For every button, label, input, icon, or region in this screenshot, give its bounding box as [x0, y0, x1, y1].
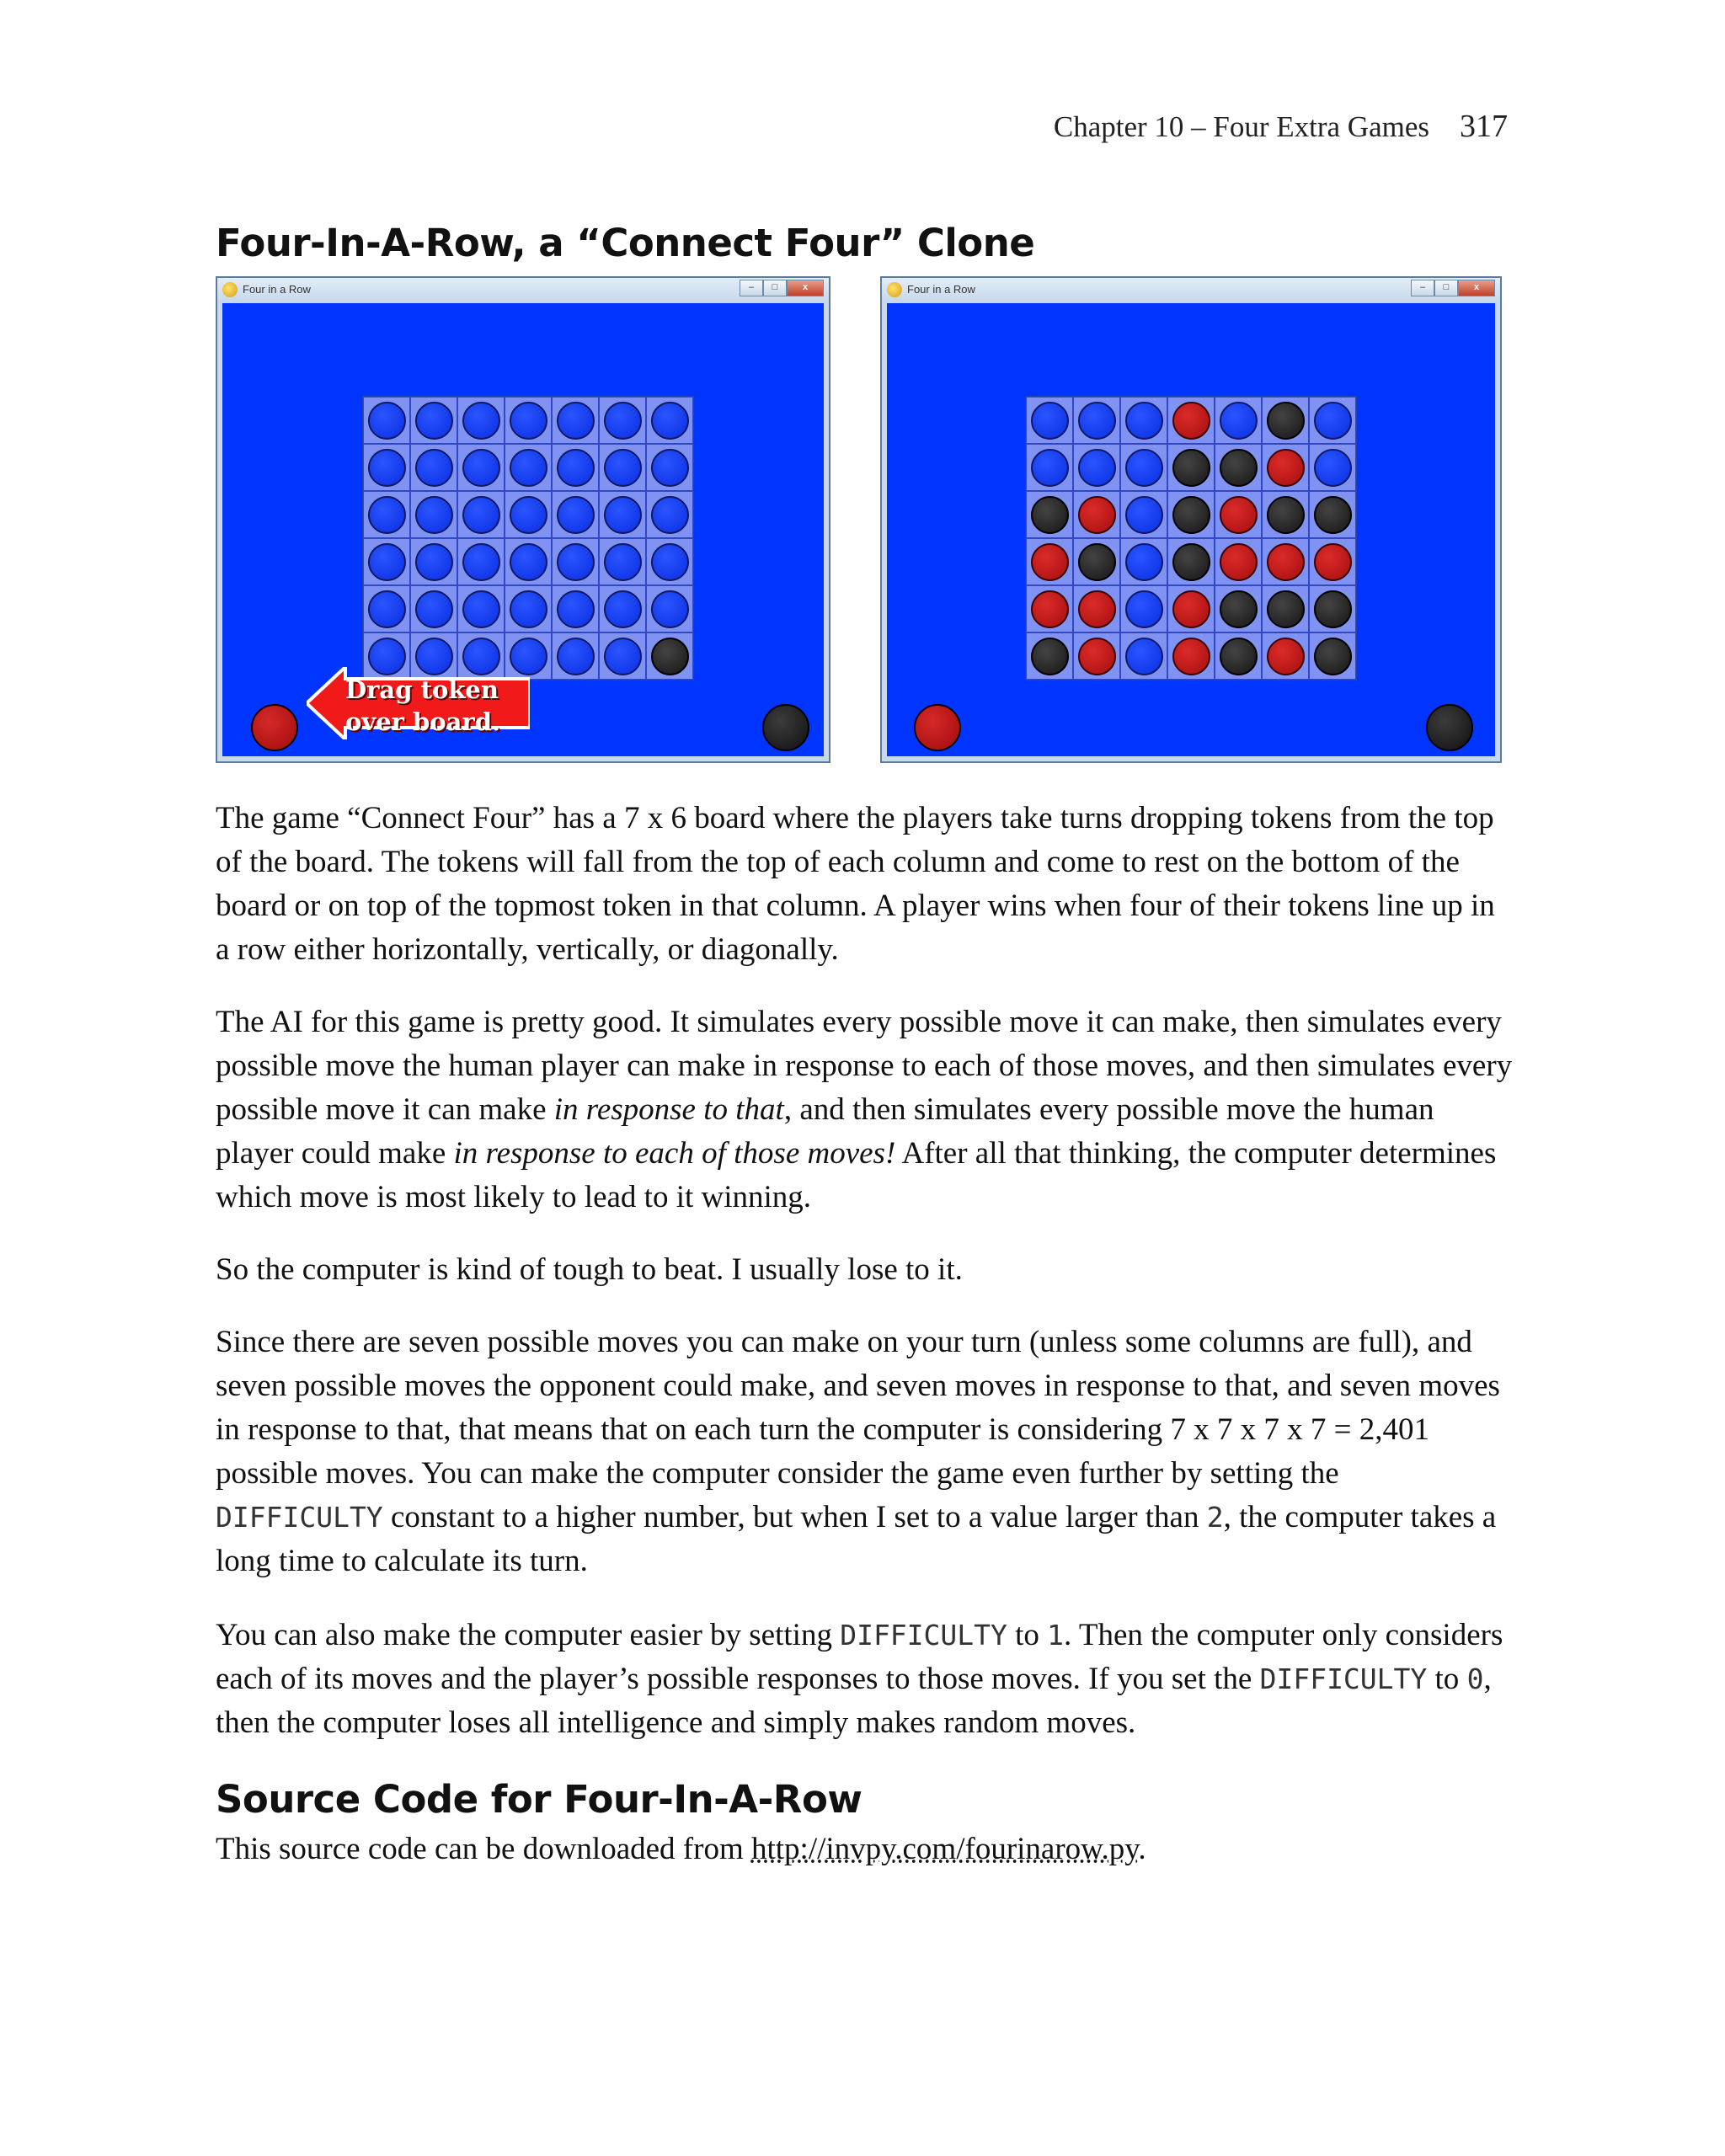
red-token	[1267, 638, 1305, 675]
board-cell	[363, 397, 410, 444]
empty-slot	[510, 449, 547, 487]
black-token	[1267, 496, 1305, 534]
board-cell	[599, 585, 646, 632]
empty-slot	[415, 449, 453, 487]
board-cell	[1309, 444, 1356, 491]
game-canvas	[222, 303, 824, 756]
board-cell	[1215, 538, 1262, 585]
text-span: The AI for this game is pretty good. It simulates every possible move it can make, then simulates every possible move the human player can make in response to each of those moves, and then simulates every possible move it can make	[216, 1005, 1513, 1127]
code-constant: DIFFICULTY	[840, 1619, 1007, 1652]
code-constant: DIFFICULTY	[1259, 1662, 1428, 1695]
page-header	[1054, 108, 1508, 145]
window-controls	[1411, 280, 1495, 296]
empty-slot	[415, 496, 453, 534]
black-token	[1220, 449, 1258, 487]
board-cell	[457, 444, 505, 491]
board-cell	[1309, 397, 1356, 444]
empty-slot	[557, 496, 595, 534]
empty-slot	[1125, 638, 1163, 675]
board-cell	[1026, 444, 1073, 491]
empty-slot	[415, 402, 453, 440]
minimize-button[interactable]: –	[1411, 280, 1434, 296]
board-cell	[552, 491, 599, 538]
black-token	[1267, 590, 1305, 628]
game-window-midgame	[880, 276, 1502, 763]
text-span: , and then simulates every possible move the human player could make	[216, 1092, 1434, 1171]
board-cell	[1215, 397, 1262, 444]
board-cell	[1073, 585, 1120, 632]
red-token	[1078, 638, 1116, 675]
board-cell	[363, 538, 410, 585]
empty-slot	[604, 638, 642, 675]
empty-slot	[557, 449, 595, 487]
board-cell	[646, 397, 693, 444]
board-cell	[1167, 397, 1215, 444]
code-value: 1	[1047, 1619, 1065, 1652]
board-cell	[1120, 397, 1167, 444]
empty-slot	[1078, 449, 1116, 487]
board-cell	[1309, 632, 1356, 680]
board-cell	[646, 444, 693, 491]
board-cell	[646, 632, 693, 680]
red-token	[1172, 590, 1210, 628]
text-span: You can also make the computer easier by setting	[216, 1618, 841, 1652]
board-cell	[1026, 538, 1073, 585]
text-span: .	[1138, 1832, 1146, 1866]
window-titlebar	[217, 278, 829, 303]
code-value: 0	[1466, 1662, 1484, 1695]
empty-slot	[1125, 543, 1163, 581]
empty-slot	[368, 496, 406, 534]
board-cell	[410, 397, 457, 444]
board-cell	[410, 444, 457, 491]
board-cell	[1120, 538, 1167, 585]
drag-hint-line2: over board.	[345, 707, 501, 736]
empty-slot	[1125, 402, 1163, 440]
empty-slot	[651, 449, 689, 487]
red-token	[1172, 638, 1210, 675]
paragraph-ai	[216, 1001, 1513, 1219]
pygame-snake-icon	[887, 282, 902, 297]
paragraph-intro: The game “Connect Four” has a 7 x 6 board where the players take turns dropping tokens from the top of the board. The tokens will fall from the top of each column and come to rest on the bottom of the board or on top of the topmost token in that column. A player wins when four of their tokens line up in a row either horizontally, vertically, or diagonally.	[216, 801, 1495, 967]
maximize-button[interactable]: □	[1434, 280, 1458, 296]
board-cell	[1120, 632, 1167, 680]
red-player-token[interactable]	[251, 704, 298, 751]
board-cell	[1309, 585, 1356, 632]
board-cell	[1215, 491, 1262, 538]
board-cell	[457, 585, 505, 632]
black-computer-token	[762, 704, 809, 751]
empty-slot	[604, 496, 642, 534]
board-cell	[1215, 632, 1262, 680]
red-token	[1172, 402, 1210, 440]
chapter-title: Chapter 10 – Four Extra Games	[1053, 110, 1429, 143]
window-title: Four in a Row	[907, 283, 975, 296]
board-cell	[1026, 491, 1073, 538]
empty-slot	[557, 590, 595, 628]
game-window-start	[216, 276, 830, 763]
board-cell	[1215, 444, 1262, 491]
maximize-button[interactable]: □	[763, 280, 787, 296]
empty-slot	[1220, 402, 1258, 440]
board-cell	[599, 444, 646, 491]
board-cell	[363, 585, 410, 632]
window-titlebar	[882, 278, 1500, 303]
board-cell	[1262, 397, 1309, 444]
empty-slot	[368, 402, 406, 440]
black-token	[1031, 496, 1069, 534]
red-player-token[interactable]	[914, 704, 961, 751]
empty-slot	[415, 543, 453, 581]
black-token	[1031, 638, 1069, 675]
text-span: constant to a higher number, but when I set to a value larger than	[382, 1500, 1207, 1534]
red-token	[1220, 496, 1258, 534]
close-button[interactable]: x	[787, 280, 824, 296]
board-cell	[1262, 538, 1309, 585]
black-token	[1172, 543, 1210, 581]
black-token	[1220, 638, 1258, 675]
code-value: 2	[1206, 1501, 1224, 1534]
empty-slot	[651, 590, 689, 628]
board-cell	[1262, 444, 1309, 491]
source-section-title: Source Code for Four-In-A-Row	[216, 1777, 862, 1822]
window-controls	[740, 280, 824, 296]
board-cell	[599, 397, 646, 444]
red-token	[1078, 496, 1116, 534]
board-cell	[1073, 632, 1120, 680]
empty-slot	[1125, 590, 1163, 628]
empty-slot	[415, 590, 453, 628]
text-span: . Then the computer only considers each of its moves and the player’s possible responses to those moves. If you set the	[216, 1618, 1503, 1696]
empty-slot	[604, 402, 642, 440]
game-board[interactable]	[1025, 396, 1357, 680]
black-token	[1172, 449, 1210, 487]
black-token	[1078, 543, 1116, 581]
black-token	[1220, 590, 1258, 628]
red-token	[1078, 590, 1116, 628]
board-cell	[457, 397, 505, 444]
board-cell	[646, 491, 693, 538]
board-cell	[552, 632, 599, 680]
board-cell	[1120, 491, 1167, 538]
drag-hint-label	[345, 674, 500, 738]
pygame-snake-icon	[222, 282, 238, 297]
emphasis: in response to each of those moves!	[453, 1136, 896, 1171]
board-cell	[1073, 397, 1120, 444]
red-token	[1314, 543, 1352, 581]
paragraph-download	[216, 1828, 1513, 1871]
empty-slot	[1078, 402, 1116, 440]
board-cell	[1167, 491, 1215, 538]
empty-slot	[651, 402, 689, 440]
board-cell	[505, 491, 552, 538]
empty-slot	[1314, 449, 1352, 487]
text-span: , the computer takes a long time to calculate its turn.	[216, 1500, 1497, 1578]
empty-slot	[651, 543, 689, 581]
empty-slot	[1314, 402, 1352, 440]
black-token	[1172, 496, 1210, 534]
text-span: Since there are seven possible moves you can make on your turn (unless some columns are full), and seven possible moves the opponent could make, and seven moves in response to that, and seven moves in response to that, that means that on each turn the computer is considering 7 x 7 x 7 x 7 = 2,401 possible moves. You can make the computer consider the game even further by setting the	[216, 1325, 1500, 1491]
empty-slot	[368, 543, 406, 581]
board-cell	[552, 585, 599, 632]
page-number: 317	[1460, 109, 1508, 144]
board-cell	[505, 538, 552, 585]
empty-slot	[462, 449, 500, 487]
empty-slot	[510, 402, 547, 440]
red-token	[1267, 449, 1305, 487]
window-title: Four in a Row	[243, 283, 311, 296]
board-cell	[1026, 397, 1073, 444]
board-cell	[646, 538, 693, 585]
empty-slot	[604, 590, 642, 628]
board-cell	[1262, 491, 1309, 538]
board-cell	[457, 538, 505, 585]
board-cell	[410, 538, 457, 585]
board-cell	[1073, 538, 1120, 585]
red-token	[1220, 543, 1258, 581]
board-cell	[1309, 538, 1356, 585]
board-cell	[1262, 585, 1309, 632]
board-cell	[1120, 444, 1167, 491]
board-cell	[410, 491, 457, 538]
board-cell	[599, 632, 646, 680]
board-cell	[1073, 444, 1120, 491]
text-span: After all that thinking, the computer determines which move is most likely to lead to it winning.	[216, 1136, 1497, 1214]
close-button[interactable]: x	[1458, 280, 1495, 296]
board-cell	[552, 444, 599, 491]
black-token	[1314, 638, 1352, 675]
paragraph-easier	[216, 1614, 1513, 1745]
code-constant: DIFFICULTY	[216, 1501, 383, 1534]
text-span: to	[1007, 1618, 1048, 1652]
empty-slot	[462, 543, 500, 581]
empty-slot	[1031, 449, 1069, 487]
section-title: Four-In-A-Row, a “Connect Four” Clone	[216, 221, 1035, 265]
text-span: , then the computer loses all intelligence and simply makes random moves.	[216, 1662, 1492, 1740]
black-token	[1314, 590, 1352, 628]
empty-slot	[368, 590, 406, 628]
paragraph-moves	[216, 1321, 1513, 1583]
drag-hint-line1: Drag token	[345, 675, 499, 704]
empty-slot	[462, 402, 500, 440]
red-token	[1031, 543, 1069, 581]
board-cell	[552, 538, 599, 585]
empty-slot	[368, 449, 406, 487]
empty-slot	[510, 590, 547, 628]
empty-slot	[651, 496, 689, 534]
game-canvas	[887, 303, 1495, 756]
empty-slot	[557, 638, 595, 675]
empty-slot	[1125, 449, 1163, 487]
paragraph-tough: So the computer is kind of tough to beat. I usually lose to it.	[216, 1252, 963, 1287]
board-cell	[1167, 444, 1215, 491]
black-token	[1267, 402, 1305, 440]
board-cell	[505, 397, 552, 444]
empty-slot	[462, 590, 500, 628]
board-cell	[1167, 632, 1215, 680]
board-cell	[505, 444, 552, 491]
board-cell	[457, 491, 505, 538]
board-cell	[1167, 585, 1215, 632]
board-cell	[410, 585, 457, 632]
minimize-button[interactable]: –	[740, 280, 763, 296]
empty-slot	[510, 543, 547, 581]
empty-slot	[604, 543, 642, 581]
empty-slot	[604, 449, 642, 487]
black-token	[1314, 496, 1352, 534]
board-cell	[1167, 538, 1215, 585]
board-cell	[599, 491, 646, 538]
board-cell	[552, 397, 599, 444]
board-cell	[363, 444, 410, 491]
board-cell	[505, 585, 552, 632]
empty-slot	[1125, 496, 1163, 534]
board-cell	[1262, 632, 1309, 680]
game-board[interactable]	[362, 396, 694, 680]
board-cell	[646, 585, 693, 632]
empty-slot	[1031, 402, 1069, 440]
board-cell	[1026, 585, 1073, 632]
download-link[interactable]: http://invpy.com/fourinarow.py	[750, 1832, 1139, 1866]
black-computer-token	[1426, 704, 1473, 751]
red-token	[1267, 543, 1305, 581]
board-cell	[1120, 585, 1167, 632]
text-span: to	[1427, 1662, 1467, 1696]
board-cell	[1073, 491, 1120, 538]
red-token	[1031, 590, 1069, 628]
board-cell	[599, 538, 646, 585]
board-cell	[1309, 491, 1356, 538]
board-cell	[1215, 585, 1262, 632]
empty-slot	[510, 496, 547, 534]
board-cell	[1026, 632, 1073, 680]
emphasis: in response to that	[553, 1092, 784, 1127]
empty-slot	[557, 402, 595, 440]
empty-slot	[462, 496, 500, 534]
board-cell	[363, 491, 410, 538]
text-span: This source code can be downloaded from	[216, 1832, 751, 1866]
black-token	[651, 638, 689, 675]
empty-slot	[557, 543, 595, 581]
